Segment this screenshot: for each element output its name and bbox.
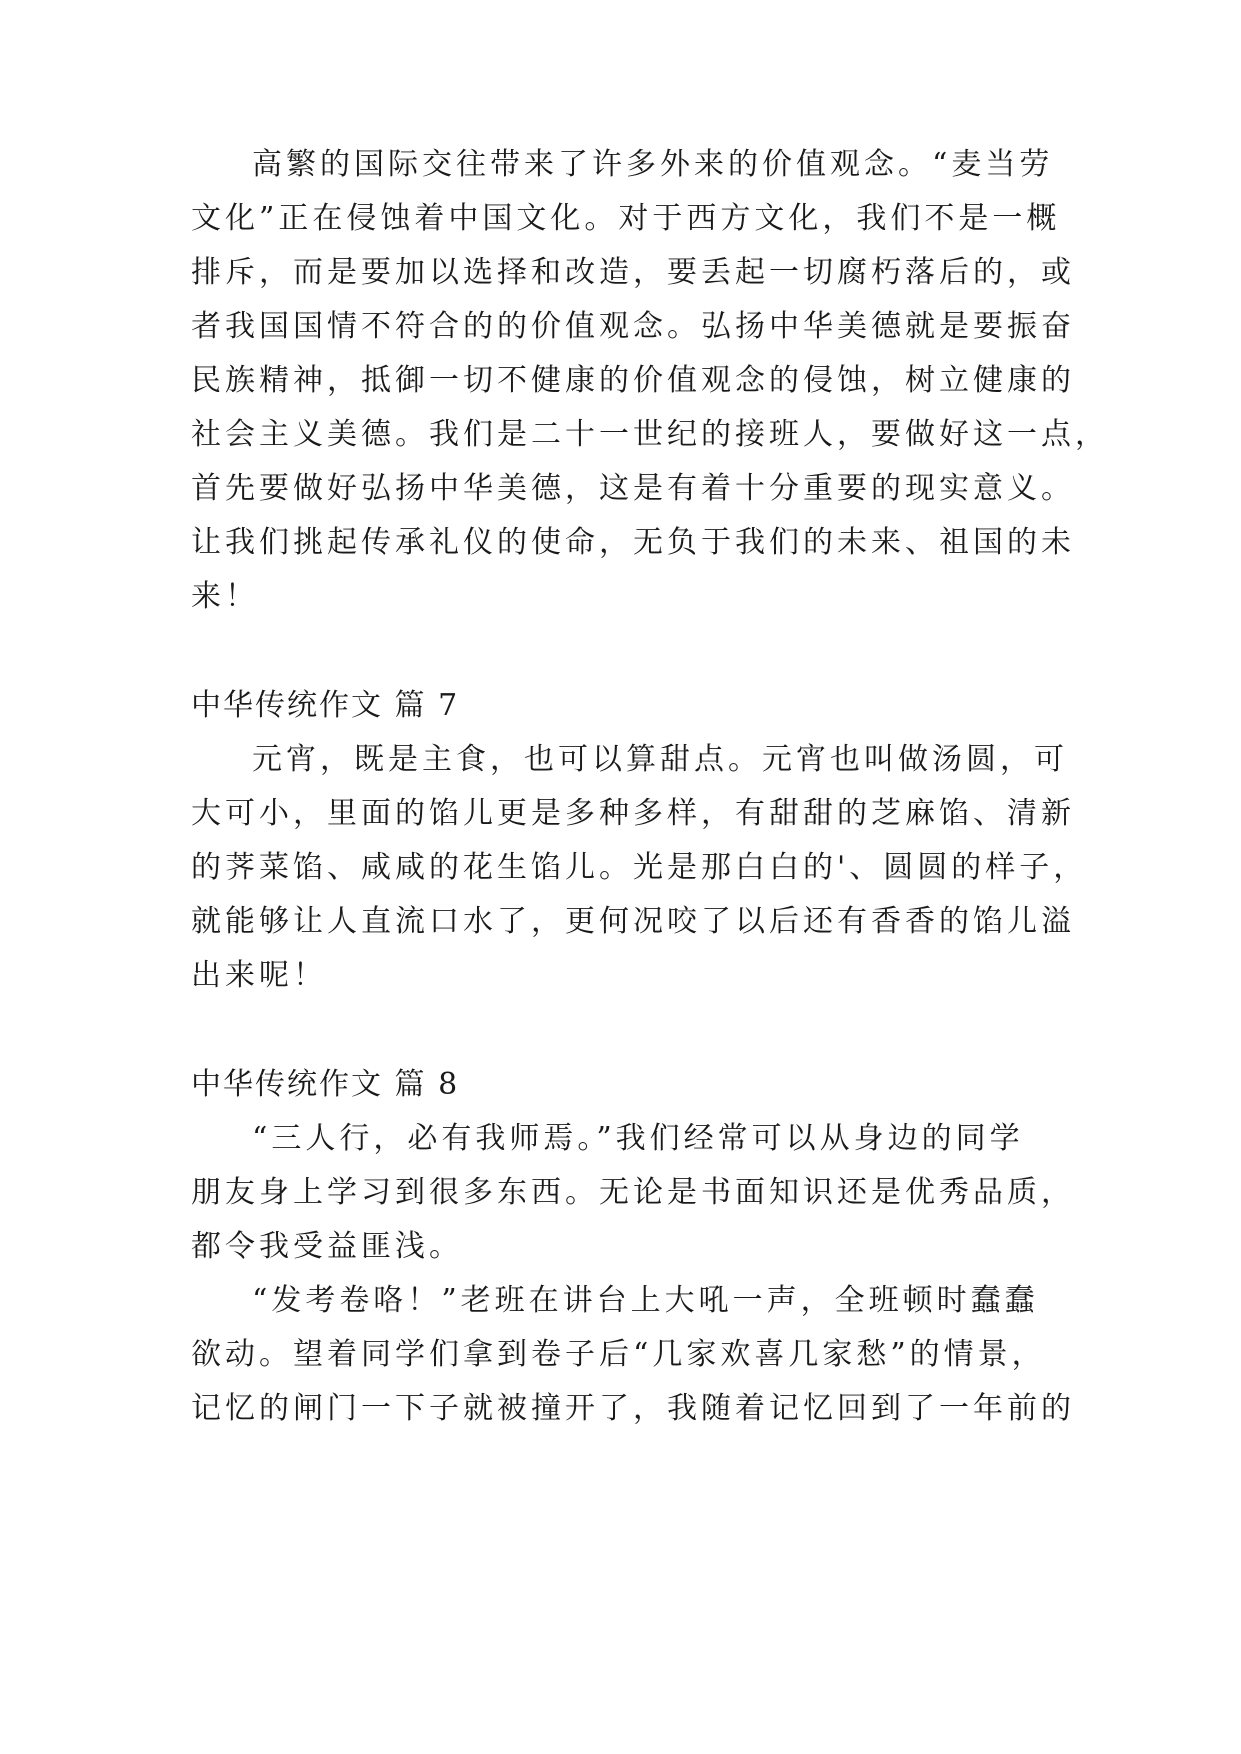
paragraph-line: 者我国国情不符合的的价值观念。弘扬中华美德就是要振奋 xyxy=(191,309,1075,344)
paragraph-line: 让我们挑起传承礼仪的使命，无负于我们的未来、祖国的未 xyxy=(191,525,1075,560)
paragraph-line: “三人行，必有我师焉。”我们经常可以从身边的同学 xyxy=(252,1121,1024,1156)
paragraph-line: 首先要做好弘扬中华美德，这是有着十分重要的现实意义。 xyxy=(191,471,1075,506)
paragraph-line: 来！ xyxy=(191,579,259,614)
paragraph-line: 文化”正在侵蚀着中国文化。对于西方文化，我们不是一概 xyxy=(191,201,1061,236)
paragraph-line: 朋友身上学习到很多东西。无论是书面知识还是优秀品质， xyxy=(191,1175,1075,1210)
section-heading: 中华传统作文 篇 7 xyxy=(191,688,460,723)
paragraph-line: 记忆的闸门一下子就被撞开了，我随着记忆回到了一年前的 xyxy=(191,1391,1075,1426)
paragraph-line: 都令我受益匪浅。 xyxy=(191,1229,463,1264)
paragraph-line: 民族精神，抵御一切不健康的价值观念的侵蚀，树立健康的 xyxy=(191,363,1075,398)
paragraph-line: 就能够让人直流口水了，更何况咬了以后还有香香的馅儿溢 xyxy=(191,904,1075,939)
paragraph-line: 社会主义美德。我们是二十一世纪的接班人，要做好这一点， xyxy=(191,417,1109,452)
section-heading: 中华传统作文 篇 8 xyxy=(191,1067,460,1102)
paragraph-line: 排斥，而是要加以选择和改造，要丢起一切腐朽落后的，或 xyxy=(191,255,1075,290)
paragraph-line: 出来呢！ xyxy=(191,958,327,993)
paragraph-line: 欲动。望着同学们拿到卷子后“几家欢喜几家愁”的情景， xyxy=(191,1337,1046,1372)
paragraph-line: 元宵，既是主食，也可以算甜点。元宵也叫做汤圆，可 xyxy=(252,742,1068,777)
paragraph-line: 大可小，里面的馅儿更是多种多样，有甜甜的芝麻馅、清新 xyxy=(191,796,1075,831)
paragraph-line: 高繁的国际交往带来了许多外来的价值观念。“麦当劳 xyxy=(252,147,1054,182)
paragraph-line: “发考卷咯！”老班在讲台上大吼一声，全班顿时蠢蠢 xyxy=(252,1283,1039,1318)
paragraph-line: 的荠菜馅、咸咸的花生馅儿。光是那白白的'、圆圆的样子， xyxy=(191,850,1088,885)
